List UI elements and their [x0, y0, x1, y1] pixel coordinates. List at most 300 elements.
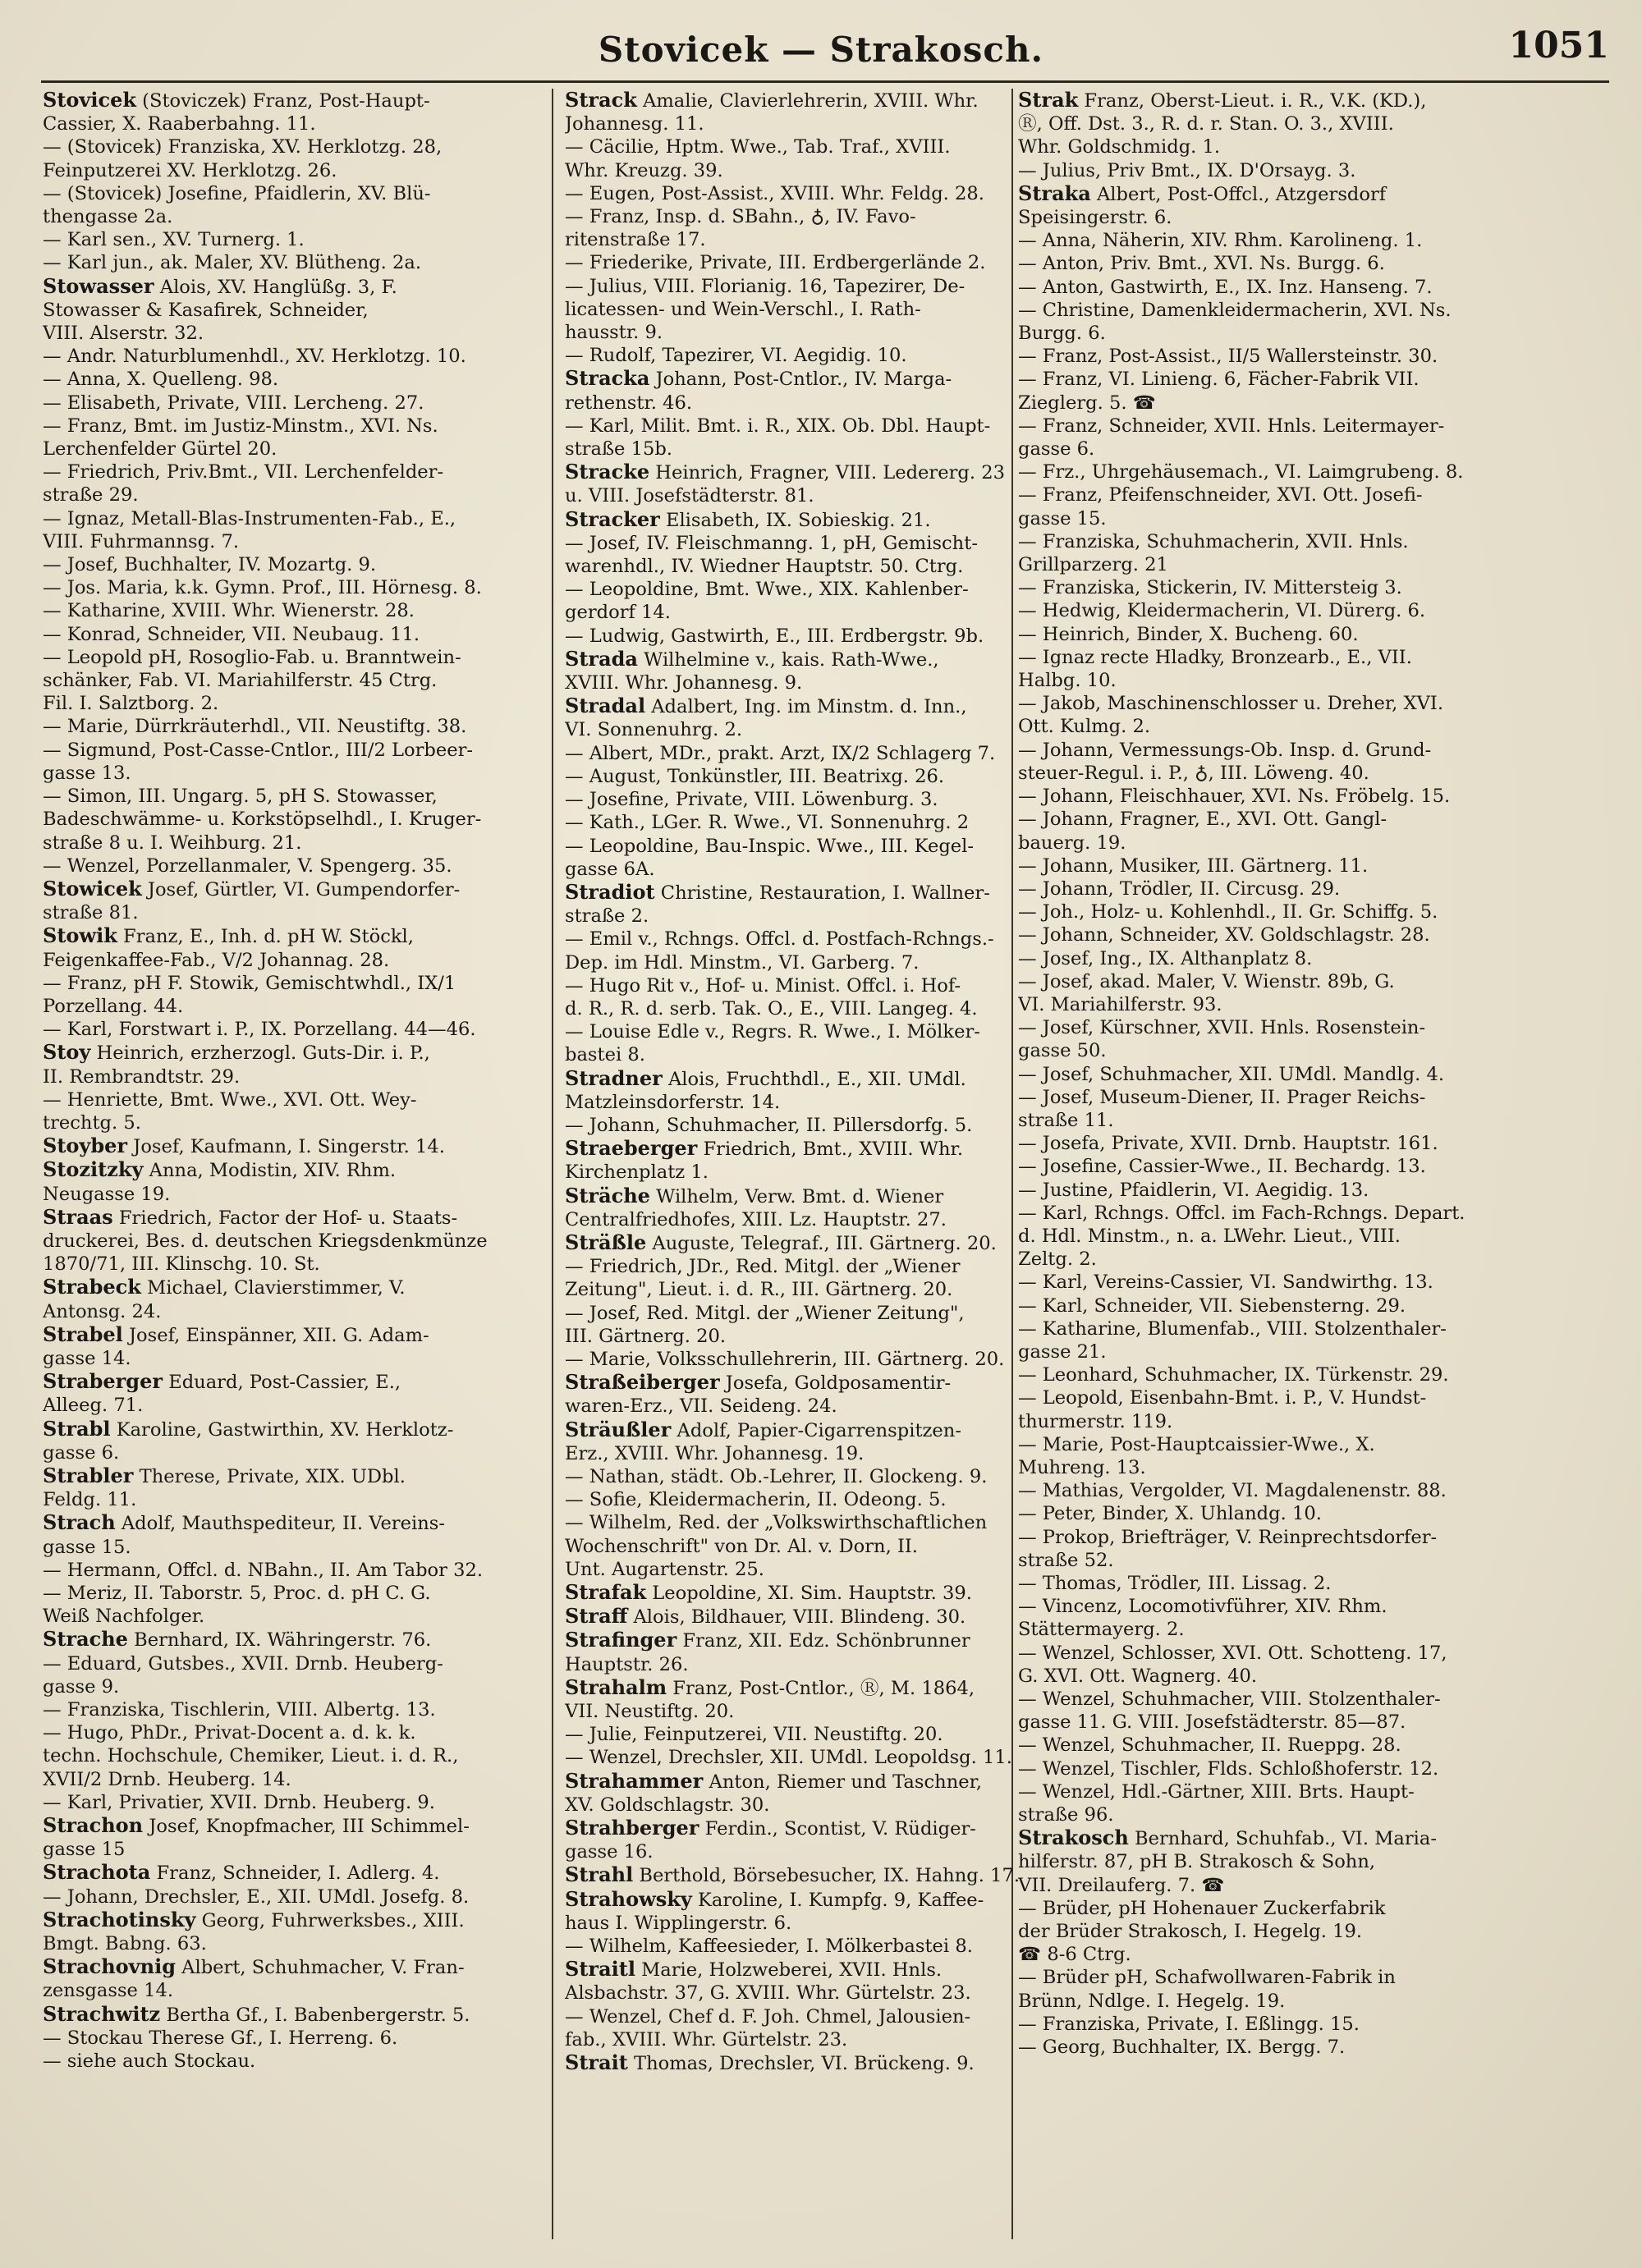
surname: Straas	[43, 1205, 113, 1229]
entry-line: Alleeg. 71.	[43, 1395, 144, 1417]
column-right	[1018, 89, 1609, 2247]
surname: Stradiot	[565, 880, 655, 904]
entry-line: — Karl, Forstwart i. P., IX. Porzellang. 44—46.	[43, 1019, 476, 1041]
entry-line: licatessen- und Wein-Verschl., I. Rath-	[565, 298, 921, 320]
entry-line: gasse 6.	[1018, 438, 1095, 460]
entry-line: Burgg. 6.	[1018, 323, 1106, 345]
entry-line: gasse 9.	[43, 1675, 120, 1698]
entry-line: Wochenschrift" von Dr. Al. v. Dorn, II.	[565, 1535, 918, 1557]
surname: Straka	[1018, 181, 1091, 205]
entry-line: Straberger Eduard, Post-Cassier, E.,	[43, 1370, 401, 1394]
entry-line: — Prokop, Briefträger, V. Reinprechtsdorfer-	[1018, 1526, 1438, 1548]
entry-line: — Johann, Trödler, II. Circusg. 29.	[1018, 877, 1341, 900]
entry-line: steuer-Regul. i. P., ♁, III. Löweng. 40.	[1018, 762, 1369, 784]
surname: Straitl	[565, 1958, 635, 1982]
column-middle	[565, 89, 1066, 2247]
surname: Sträußler	[565, 1418, 672, 1441]
entry-line: Stozitzky Anna, Modistin, XIV. Rhm.	[43, 1158, 397, 1182]
entry-line: — Julius, Priv Bmt., IX. D'Orsayg. 3.	[1018, 159, 1356, 181]
entry-line: gasse 15	[43, 1839, 126, 1861]
entry-line: — Friedrich, JDr., Red. Mitgl. der „Wiener	[565, 1256, 961, 1278]
entry-line: — Simon, III. Ungarg. 5, pH S. Stowasser,	[43, 786, 438, 808]
entry-line: — Karl, Milit. Bmt. i. R., XIX. Ob. Dbl. Haupt-	[565, 415, 991, 437]
entry-line: — Wenzel, Porzellanmaler, V. Spengerg. 35.	[43, 855, 452, 877]
entry-line: — Wenzel, Tischler, Flds. Schloßhoferstr. 12.	[1018, 1757, 1439, 1780]
entry-line: II. Rembrandtstr. 29.	[43, 1065, 241, 1088]
entry-line: — Josef, IV. Fleischmanng. 1, pH, Gemischt-	[565, 532, 978, 554]
entry-line: Straas Friedrich, Factor der Hof- u. Staats-	[43, 1205, 458, 1229]
entry-line: VI. Sonnenuhrg. 2.	[565, 719, 742, 741]
entry-line: — Justine, Pfaidlerin, VI. Aegidig. 13.	[1018, 1179, 1369, 1201]
entry-line: — Katharine, XVIII. Whr. Wienerstr. 28.	[43, 600, 415, 622]
entry-line: Strafak Leopoldine, XI. Sim. Hauptstr. 39.	[565, 1581, 972, 1604]
entry-line: gasse 21.	[1018, 1340, 1107, 1363]
surname: Sträßle	[565, 1230, 647, 1254]
column-divider	[552, 89, 553, 2239]
entry-line: waren-Erz., VII. Seideng. 24.	[565, 1395, 837, 1418]
entry-line: Cassier, X. Raaberbahng. 11.	[43, 113, 316, 135]
entry-line: — Franziska, Schuhmacherin, XVII. Hnls.	[1018, 530, 1409, 552]
entry-line: straße 96.	[1018, 1804, 1114, 1826]
entry-line: — Karl, Privatier, XVII. Drnb. Heuberg. 9.	[43, 1791, 435, 1813]
entry-line: gasse 16.	[565, 1841, 654, 1863]
entry-line: — Sofie, Kleidermacherin, II. Odeong. 5.	[565, 1489, 947, 1511]
entry-line: schänker, Fab. VI. Mariahilferstr. 45 Ctrg.	[43, 670, 438, 692]
entry-line: Stracke Heinrich, Fragner, VIII. Ledererg. 23	[565, 460, 1005, 484]
entry-line: Stowik Franz, E., Inh. d. pH W. Stöckl,	[43, 924, 414, 948]
entry-line: VII. Dreilauferg. 7. ☎	[1018, 1874, 1225, 1896]
entry-line: — Wenzel, Schuhmacher, II. Rueppg. 28.	[1018, 1734, 1401, 1757]
entry-line: Strachotinsky Georg, Fuhrwerksbes., XIII.	[43, 1908, 465, 1931]
entry-line: — Johann, Vermessungs-Ob. Insp. d. Grund-	[1018, 739, 1432, 761]
surname: Strafak	[565, 1581, 647, 1604]
surname: Strachwitz	[43, 2002, 161, 2026]
entry-line: Strahammer Anton, Riemer und Taschner,	[565, 1769, 983, 1793]
entry-line: — Albert, MDr., prakt. Arzt, IX/2 Schlagerg 7.	[565, 742, 996, 764]
surname: Strahl	[565, 1863, 634, 1887]
entry-line: Strabel Josef, Einspänner, XII. G. Adam-	[43, 1322, 429, 1346]
entry-line: haus I. Wipplingerstr. 6.	[565, 1912, 792, 1934]
entry-line: hausstr. 9.	[565, 322, 663, 344]
entry-line: thengasse 2a.	[43, 206, 173, 228]
entry-line: Dep. im Hdl. Minstm., VI. Garberg. 7.	[565, 951, 920, 974]
entry-line: — Leopold, Eisenbahn-Bmt. i. P., V. Hundst-	[1018, 1387, 1427, 1409]
entry-line: Zieglerg. 5. ☎	[1018, 392, 1156, 414]
entry-line: Bmgt. Babng. 63.	[43, 1933, 207, 1955]
entry-line: — Sigmund, Post-Casse-Cntlor., III/2 Lorbeer-	[43, 739, 474, 761]
entry-line: Strabler Therese, Private, XIX. UDbl.	[43, 1464, 406, 1487]
entry-line: Straitl Marie, Holzweberei, XVII. Hnls.	[565, 1958, 943, 1982]
entry-line: hilferstr. 87, pH B. Strakosch & Sohn,	[1018, 1851, 1376, 1873]
entry-line: — Eduard, Gutsbes., XVII. Drnb. Heuberg-	[43, 1652, 443, 1675]
entry-line: — Heinrich, Binder, X. Bucheng. 60.	[1018, 623, 1359, 645]
entry-line: — Johann, Musiker, III. Gärtnerg. 11.	[1018, 855, 1369, 877]
entry-line: Grillparzerg. 21	[1018, 554, 1168, 576]
entry-line: — Hugo Rit v., Hof- u. Minist. Offcl. i. Hof-	[565, 974, 961, 997]
entry-line: — Julius, VIII. Florianig. 16, Tapezirer, De-	[565, 275, 965, 297]
surname: Stozitzky	[43, 1158, 144, 1182]
entry-line: Strachon Josef, Knopfmacher, III Schimmel-	[43, 1814, 470, 1838]
entry-line: — Katharine, Blumenfab., VIII. Stolzenthaler-	[1018, 1317, 1447, 1340]
entry-line: straße 2.	[565, 905, 649, 928]
entry-line: — Anna, X. Quelleng. 98.	[43, 369, 279, 391]
entry-line: Strachovnig Albert, Schuhmacher, V. Fran-	[43, 1955, 465, 1979]
surname: Strachota	[43, 1861, 151, 1885]
entry-line: — Henriette, Bmt. Wwe., XVI. Ott. Wey-	[43, 1088, 417, 1111]
surname: Stowasser	[43, 274, 154, 298]
surname: Straberger	[43, 1370, 163, 1394]
surname: Strabl	[43, 1417, 111, 1441]
entry-line: III. Gärtnerg. 20.	[565, 1325, 727, 1347]
entry-line: rethenstr. 46.	[565, 392, 693, 414]
entry-line: VII. Neustiftg. 20.	[565, 1701, 735, 1723]
surname: Strachon	[43, 1814, 144, 1838]
entry-line: d. R., R. d. serb. Tak. O., E., VIII. Langeg. 4.	[565, 997, 978, 1019]
entry-line: — Johann, Schneider, XV. Goldschlagstr. 28.	[1018, 924, 1430, 946]
entry-line: — Franz, Bmt. im Justiz-Minstm., XVI. Ns.	[43, 415, 438, 437]
entry-line: VIII. Fuhrmannsg. 7.	[43, 530, 240, 552]
entry-line: XV. Goldschlagstr. 30.	[565, 1794, 770, 1816]
entry-line: — Leopoldine, Bmt. Wwe., XIX. Kahlenber-	[565, 579, 969, 601]
entry-line: Strahl Berthold, Börsebesucher, IX. Hahng. 17.	[565, 1863, 1021, 1887]
entry-line: Straßeiberger Josefa, Goldposamentir-	[565, 1371, 952, 1395]
surname: Stovicek	[43, 89, 136, 112]
surname: Strada	[565, 647, 638, 671]
entry-line: Feldg. 11.	[43, 1489, 137, 1511]
entry-line: Straff Alois, Bildhauer, VIII. Blindeng. 30.	[565, 1605, 966, 1629]
entry-line: Strahberger Ferdin., Scontist, V. Rüdiger-	[565, 1817, 976, 1840]
page-title: Stovicek — Strakosch.	[598, 30, 1044, 70]
entry-line: — Josef, akad. Maler, V. Wienstr. 89b, G.	[1018, 970, 1395, 992]
entry-line: — Josefa, Private, XVII. Drnb. Hauptstr. 161.	[1018, 1133, 1438, 1155]
entry-line: Antonsg. 24.	[43, 1300, 162, 1322]
surname: Stracker	[565, 507, 660, 531]
entry-line: — Rudolf, Tapezirer, VI. Aegidig. 10.	[565, 345, 907, 367]
entry-line: — Meriz, II. Taborstr. 5, Proc. d. pH C. G.	[43, 1583, 431, 1604]
entry-line: Strakosch Bernhard, Schuhfab., VI. Maria-	[1018, 1826, 1437, 1850]
entry-line: Stracker Elisabeth, IX. Sobieskig. 21.	[565, 507, 931, 531]
surname: Stoy	[43, 1041, 91, 1065]
entry-line: Stradiot Christine, Restauration, I. Wallner-	[565, 880, 990, 904]
entry-line: 1870/71, III. Klinschg. 10. St.	[43, 1253, 320, 1276]
surname: Strabeck	[43, 1276, 141, 1299]
entry-line: Erz., XVIII. Whr. Johannesg. 19.	[565, 1442, 865, 1464]
entry-line: — (Stovicek) Franziska, XV. Herklotzg. 28,	[43, 136, 443, 158]
surname: Strachotinsky	[43, 1908, 196, 1931]
surname: Strachovnig	[43, 1955, 176, 1979]
entry-line: — Franz, Schneider, XVII. Hnls. Leitermayer-	[1018, 415, 1445, 437]
entry-line: Feigenkaffee-Fab., V/2 Johannag. 28.	[43, 949, 390, 971]
entry-line: — Josef, Ing., IX. Althanplatz 8.	[1018, 947, 1313, 969]
entry-line: — Hugo, PhDr., Privat-Docent a. d. k. k.	[43, 1722, 416, 1744]
entry-line: — Franziska, Tischlerin, VIII. Albertg. 13.	[43, 1699, 436, 1721]
surname: Strakosch	[1018, 1826, 1129, 1850]
entry-line: d. Hdl. Minstm., n. a. LWehr. Lieut., VIII.	[1018, 1225, 1401, 1247]
surname: Stowik	[43, 924, 117, 948]
entry-line: — Georg, Buchhalter, IX. Bergg. 7.	[1018, 2037, 1346, 2059]
entry-line: Strach Adolf, Mauthspediteur, II. Vereins-	[43, 1511, 445, 1535]
entry-line: XVII/2 Drnb. Heuberg. 14.	[43, 1768, 291, 1790]
entry-line: gasse 50.	[1018, 1040, 1107, 1062]
entry-line: Whr. Goldschmidg. 1.	[1018, 136, 1221, 158]
entry-line: Zeltg. 2.	[1018, 1249, 1097, 1271]
entry-line: — Karl, Vereins-Cassier, VI. Sandwirthg. 13.	[1018, 1271, 1433, 1294]
entry-line: — Johann, Drechsler, E., XII. UMdl. Josefg. 8.	[43, 1885, 470, 1908]
entry-line: ☎ 8-6 Ctrg.	[1018, 1944, 1131, 1966]
entry-line: — Mathias, Vergolder, VI. Magdalenenstr. 88.	[1018, 1480, 1447, 1502]
entry-line: Matzleinsdorferstr. 14.	[565, 1091, 781, 1113]
entry-line: — Andr. Naturblumenhdl., XV. Herklotzg. 10.	[43, 346, 466, 368]
entry-line: der Brüder Strakosch, I. Hegelg. 19.	[1018, 1921, 1363, 1943]
entry-line: — Julie, Feinputzerei, VII. Neustiftg. 20.	[565, 1724, 943, 1746]
header-rule	[41, 80, 1609, 83]
entry-line: — Josef, Schuhmacher, XII. UMdl. Mandlg. 4.	[1018, 1063, 1445, 1085]
entry-line: druckerei, Bes. d. deutschen Kriegsdenkmünze	[43, 1230, 488, 1252]
entry-line: — Karl, Schneider, VII. Siebensterng. 29.	[1018, 1294, 1406, 1317]
entry-line: Brünn, Ndlge. I. Hegelg. 19.	[1018, 1990, 1286, 2012]
entry-line: gasse 6.	[43, 1441, 120, 1464]
entry-line: — Wenzel, Hdl.-Gärtner, XIII. Brts. Haupt-	[1018, 1780, 1415, 1803]
column-left	[43, 89, 544, 2247]
entry-line: Zeitung", Lieut. i. d. R., III. Gärtnerg. 20.	[565, 1279, 953, 1301]
entry-line: — Thomas, Trödler, III. Lissag. 2.	[1018, 1573, 1332, 1594]
surname: Stoyber	[43, 1134, 128, 1158]
entry-line: — Marie, Volksschullehrerin, III. Gärtnerg. 20.	[565, 1348, 1005, 1370]
entry-line: straße 11.	[1018, 1109, 1114, 1131]
entry-line: Sträßle Auguste, Telegraf., III. Gärtnerg. 20.	[565, 1230, 997, 1254]
entry-line: Strait Thomas, Drechsler, VI. Brückeng. 9.	[565, 2051, 975, 2075]
entry-line: zensgasse 14.	[43, 1980, 174, 2002]
entry-line: — Elisabeth, Private, VIII. Lercheng. 27.	[43, 392, 424, 414]
entry-line: Sträche Wilhelm, Verw. Bmt. d. Wiener	[565, 1184, 944, 1207]
entry-line: Strachwitz Bertha Gf., I. Babenbergerstr. 5.	[43, 2002, 470, 2026]
entry-line: — Friederike, Private, III. Erdbergerlände 2.	[565, 252, 986, 274]
entry-line: Stoyber Josef, Kaufmann, I. Singerstr. 14.	[43, 1134, 445, 1158]
entry-line: Strafinger Franz, XII. Edz. Schönbrunner	[565, 1629, 970, 1652]
entry-line: Kirchenplatz 1.	[565, 1161, 709, 1184]
entry-line: — Brüder pH, Schafwollwaren-Fabrik in	[1018, 1967, 1396, 1989]
entry-line: Strache Bernhard, IX. Währingerstr. 76.	[43, 1628, 432, 1652]
entry-line: — Karl jun., ak. Maler, XV. Blütheng. 2a.	[43, 252, 421, 274]
entry-line: gasse 11. G. VIII. Josefstädterstr. 85—87.	[1018, 1711, 1406, 1734]
entry-line: — Wenzel, Drechsler, XII. UMdl. Leopoldsg. 11.	[565, 1747, 1012, 1769]
entry-line: — (Stovicek) Josefine, Pfaidlerin, XV. Blü-	[43, 182, 431, 204]
surname: Strafinger	[565, 1629, 677, 1652]
entry-line: — siehe auch Stockau.	[43, 2050, 256, 2073]
entry-line: Johannesg. 11.	[565, 113, 704, 135]
entry-line: — Hedwig, Kleidermacherin, VI. Dürerg. 6.	[1018, 600, 1426, 622]
entry-line: Straka Albert, Post-Offcl., Atzgersdorf	[1018, 181, 1387, 205]
surname: Strait	[565, 2051, 628, 2075]
entry-line: Stovicek (Stoviczek) Franz, Post-Haupt-	[43, 89, 430, 112]
entry-line: — Franz, Insp. d. SBahn., ♁, IV. Favo-	[565, 206, 916, 228]
entry-line: Alsbachstr. 37, G. XVIII. Whr. Gürtelstr. 23.	[565, 1982, 971, 2005]
entry-line: Strachota Franz, Schneider, I. Adlerg. 4.	[43, 1861, 440, 1885]
entry-line: — Johann, Fleischhauer, XVI. Ns. Fröbelg. 15.	[1018, 786, 1451, 808]
entry-line: — Wenzel, Chef d. F. Joh. Chmel, Jalousien-	[565, 2005, 971, 2027]
surname: Strach	[43, 1511, 116, 1535]
page-number: 1051	[1508, 25, 1609, 66]
entry-line: — Ignaz, Metall-Blas-Instrumenten-Fab., E.,	[43, 507, 456, 529]
entry-line: Strabeck Michael, Clavierstimmer, V.	[43, 1276, 406, 1299]
entry-line: — Anna, Näherin, XIV. Rhm. Karolineng. 1.	[1018, 230, 1423, 252]
entry-line: gasse 15.	[1018, 507, 1107, 529]
entry-line: Centralfriedhofes, XIII. Lz. Hauptstr. 27.	[565, 1208, 947, 1230]
entry-line: — Josef, Buchhalter, IV. Mozartg. 9.	[43, 554, 377, 576]
surname: Stracke	[565, 460, 650, 484]
entry-line: fab., XVIII. Whr. Gürtelstr. 23.	[565, 2028, 848, 2050]
entry-line: Stowasser & Kasafirek, Schneider,	[43, 299, 369, 321]
entry-line: Porzellang. 44.	[43, 995, 184, 1017]
entry-line: Strak Franz, Oberst-Lieut. i. R., V.K. (KD.),	[1018, 89, 1427, 112]
entry-line: Ⓡ, Off. Dst. 3., R. d. r. Stan. O. 3., XVIII.	[1018, 113, 1394, 135]
entry-line: — Josefine, Cassier-Wwe., II. Bechardg. 13.	[1018, 1156, 1426, 1178]
entry-line: — Leopold pH, Rosoglio-Fab. u. Branntwein-	[43, 646, 461, 668]
entry-line: techn. Hochschule, Chemiker, Lieut. i. d. R.,	[43, 1745, 459, 1767]
entry-line: — Wilhelm, Kaffeesieder, I. Mölkerbastei 8.	[565, 1936, 973, 1958]
entry-line: — Karl, Rchngs. Offcl. im Fach-Rchngs. Depart.	[1018, 1202, 1465, 1224]
entry-line: warenhdl., IV. Wiedner Hauptstr. 50. Ctrg.	[565, 556, 964, 578]
entry-line: — Eugen, Post-Assist., XVIII. Whr. Feldg. 28.	[565, 182, 984, 204]
entry-line: — Josefine, Private, VIII. Löwenburg. 3.	[565, 789, 938, 811]
surname: Straßeiberger	[565, 1371, 720, 1395]
entry-line: — August, Tonkünstler, III. Beatrixg. 26.	[565, 765, 945, 787]
entry-line: straße 29.	[43, 484, 139, 506]
entry-line: Strabl Karoline, Gastwirthin, XV. Herklotz-	[43, 1417, 454, 1441]
entry-line: — Louise Edle v., Regrs. R. Wwe., I. Mölker-	[565, 1021, 980, 1043]
surname: Strahowsky	[565, 1887, 692, 1911]
entry-line: Strack Amalie, Clavierlehrerin, XVIII. Whr.	[565, 89, 979, 112]
entry-line: Stowicek Josef, Gürtler, VI. Gumpendorfer-	[43, 877, 461, 900]
entry-line: — Stockau Therese Gf., I. Herreng. 6.	[43, 2027, 398, 2049]
surname: Strahalm	[565, 1675, 667, 1699]
entry-line: — Franziska, Stickerin, IV. Mittersteig 3.	[1018, 577, 1402, 599]
entry-line: Straeberger Friedrich, Bmt., XVIII. Whr.	[565, 1137, 964, 1161]
entry-line: — Friedrich, Priv.Bmt., VII. Lerchenfelder-	[43, 461, 444, 483]
entry-line: Neugasse 19.	[43, 1183, 171, 1205]
entry-line: — Wilhelm, Red. der „Volkswirthschaftlichen	[565, 1512, 988, 1534]
entry-line: Strada Wilhelmine v., kais. Rath-Wwe.,	[565, 647, 939, 671]
entry-line: Ott. Kulmg. 2.	[1018, 716, 1151, 738]
entry-line: XVIII. Whr. Johannesg. 9.	[565, 672, 803, 694]
entry-line: straße 52.	[1018, 1549, 1114, 1571]
entry-line: straße 81.	[43, 902, 139, 924]
entry-line: gasse 14.	[43, 1347, 131, 1369]
entry-line: — Brüder, pH Hohenauer Zuckerfabrik	[1018, 1897, 1386, 1919]
entry-line: — Anton, Gastwirth, E., IX. Inz. Hanseng. 7.	[1018, 276, 1433, 298]
entry-line: Fil. I. Salztborg. 2.	[43, 693, 219, 715]
surname: Stowicek	[43, 877, 142, 900]
entry-line: ritenstraße 17.	[565, 229, 706, 251]
entry-line: — Franziska, Private, I. Eßlingg. 15.	[1018, 2013, 1360, 2035]
entry-line: thurmerstr. 119.	[1018, 1410, 1173, 1432]
entry-line: gasse 13.	[43, 762, 131, 784]
entry-line: gasse 6A.	[565, 858, 655, 880]
entry-line: — Nathan, städt. Ob.-Lehrer, II. Glockeng. 9.	[565, 1465, 988, 1487]
entry-line: Stracka Johann, Post-Cntlor., IV. Marga-	[565, 367, 952, 391]
entry-line: Sträußler Adolf, Papier-Cigarrenspitzen-	[565, 1418, 961, 1441]
surname: Stradal	[565, 694, 646, 718]
entry-line: — Josef, Museum-Diener, II. Prager Reichs-	[1018, 1086, 1426, 1108]
surname: Straeberger	[565, 1137, 698, 1161]
entry-line: — Vincenz, Locomotivführer, XIV. Rhm.	[1018, 1596, 1387, 1618]
entry-line: trechtg. 5.	[43, 1111, 141, 1134]
entry-line: — Leopoldine, Bau-Inspic. Wwe., III. Kegel-	[565, 835, 975, 857]
surname: Strack	[565, 89, 637, 112]
entry-line: Feinputzerei XV. Herklotzg. 26.	[43, 159, 337, 181]
entry-line: Lerchenfelder Gürtel 20.	[43, 438, 277, 460]
entry-line: — Wenzel, Schuhmacher, VIII. Stolzenthaler-	[1018, 1688, 1441, 1711]
entry-line: gasse 15.	[43, 1536, 131, 1558]
entry-line: Stradal Adalbert, Ing. im Minstm. d. Inn.,	[565, 694, 967, 718]
entry-line: — Marie, Post-Hauptcaissier-Wwe., X.	[1018, 1433, 1375, 1455]
entry-line: Stowasser Alois, XV. Hanglüßg. 3, F.	[43, 274, 397, 298]
entry-line: — Franz, VI. Linieng. 6, Fächer-Fabrik VII.	[1018, 369, 1420, 391]
surname: Strak	[1018, 89, 1079, 112]
entry-line: — Karl sen., XV. Turnerg. 1.	[43, 229, 305, 251]
entry-line: — Jakob, Maschinenschlosser u. Dreher, XVI.	[1018, 693, 1444, 715]
entry-line: — Christine, Damenkleidermacherin, XVI. Ns.	[1018, 299, 1452, 321]
surname: Strahammer	[565, 1769, 704, 1793]
entry-line: VIII. Alserstr. 32.	[43, 323, 204, 345]
entry-line: — Peter, Binder, X. Uhlandg. 10.	[1018, 1503, 1322, 1525]
entry-line: Stoy Heinrich, erzherzogl. Guts-Dir. i. P.,	[43, 1041, 430, 1065]
entry-line: — Franz, Pfeifenschneider, XVI. Ott. Josefi-	[1018, 484, 1423, 506]
entry-line: — Konrad, Schneider, VII. Neubaug. 11.	[43, 623, 420, 645]
surname: Straff	[565, 1605, 628, 1629]
entry-line: VI. Mariahilferstr. 93.	[1018, 993, 1222, 1015]
entry-line: Hauptstr. 26.	[565, 1653, 689, 1675]
entry-line: — Johann, Schuhmacher, II. Pillersdorfg. 5.	[565, 1114, 973, 1136]
entry-line: — Cäcilie, Hptm. Wwe., Tab. Traf., XVIII.	[565, 136, 951, 158]
entry-line: straße 15b.	[565, 438, 672, 460]
surname: Strabler	[43, 1464, 134, 1487]
entry-line: — Hermann, Offcl. d. NBahn., II. Am Tabor 32.	[43, 1559, 484, 1581]
entry-line: straße 8 u. I. Weihburg. 21.	[43, 832, 302, 854]
entry-line: — Anton, Priv. Bmt., XVI. Ns. Burgg. 6.	[1018, 253, 1385, 275]
entry-line: — Josef, Kürschner, XVII. Hnls. Rosenstein-	[1018, 1017, 1426, 1039]
entry-line: Stradner Alois, Fruchthdl., E., XII. UMdl.	[565, 1066, 966, 1090]
surname: Sträche	[565, 1184, 650, 1207]
entry-line: — Jos. Maria, k.k. Gymn. Prof., III. Hörnesg. 8.	[43, 577, 482, 599]
entry-line: — Ludwig, Gastwirth, E., III. Erdbergstr. 9b.	[565, 625, 984, 647]
entry-line: — Franz, Post-Assist., II/5 Wallersteinstr. 30.	[1018, 346, 1438, 368]
entry-line: Unt. Augartenstr. 25.	[565, 1558, 764, 1580]
entry-line: — Emil v., Rchngs. Offcl. d. Postfach-Rchngs.-	[565, 928, 994, 951]
page-header	[0, 25, 1642, 82]
entry-line: — Johann, Fragner, E., XVI. Ott. Gangl-	[1018, 809, 1387, 831]
entry-line: — Marie, Dürrkräuterhdl., VII. Neustiftg. 38.	[43, 716, 467, 738]
entry-line: — Joh., Holz- u. Kohlenhdl., II. Gr. Schiffg. 5.	[1018, 901, 1438, 923]
entry-line: Strahalm Franz, Post-Cntlor., Ⓡ, M. 1864,	[565, 1675, 975, 1699]
entry-line: Badeschwämme- u. Korkstöpselhdl., I. Kruger-	[43, 809, 482, 831]
entry-line: Whr. Kreuzg. 39.	[565, 159, 723, 181]
entry-line: — Wenzel, Schlosser, XVI. Ott. Schotteng. 17,	[1018, 1642, 1447, 1664]
surname: Strahberger	[565, 1817, 699, 1840]
entry-line: Weiß Nachfolger.	[43, 1606, 205, 1628]
entry-line: Speisingerstr. 6.	[1018, 207, 1172, 229]
entry-line: G. XVI. Ott. Wagnerg. 40.	[1018, 1665, 1258, 1687]
entry-line: — Leonhard, Schuhmacher, IX. Türkenstr. 29.	[1018, 1364, 1449, 1386]
entry-line: Muhreng. 13.	[1018, 1456, 1146, 1478]
entry-line: — Ignaz recte Hladky, Bronzearb., E., VII.	[1018, 646, 1412, 668]
surname: Stracka	[565, 367, 650, 391]
entry-line: bastei 8.	[565, 1044, 645, 1066]
entry-line: — Franz, pH F. Stowik, Gemischtwhdl., IX/1	[43, 972, 456, 994]
entry-line: — Josef, Red. Mitgl. der „Wiener Zeitung",	[565, 1302, 965, 1324]
entry-line: Halbg. 10.	[1018, 670, 1117, 692]
entry-line: Stättermayerg. 2.	[1018, 1619, 1185, 1641]
